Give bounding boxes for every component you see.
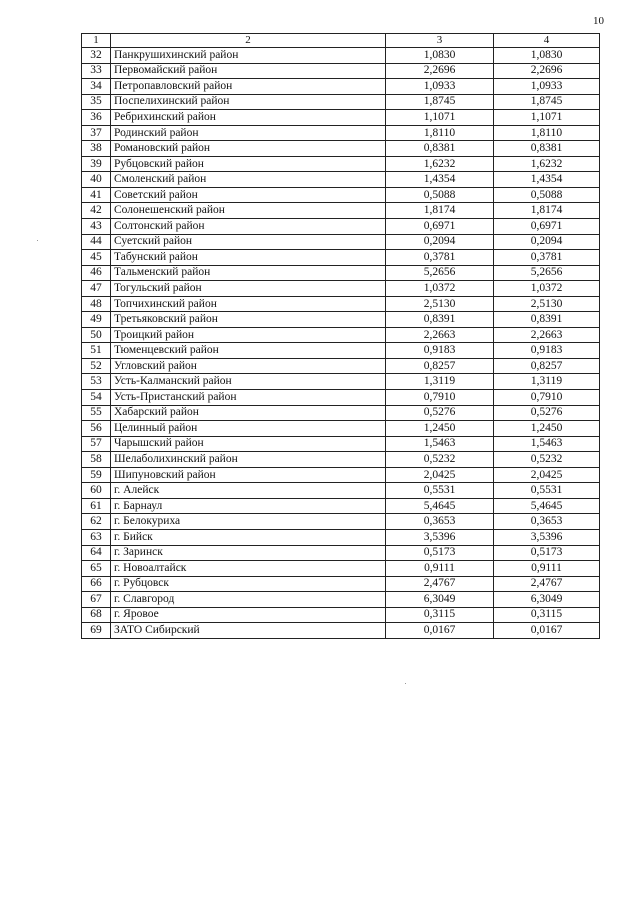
row-value-col3: 0,3653 xyxy=(386,514,494,530)
row-name: Топчихинский район xyxy=(111,296,386,312)
row-value-col4: 0,5531 xyxy=(494,483,600,499)
row-value-col3: 5,4645 xyxy=(386,498,494,514)
row-value-col3: 0,9183 xyxy=(386,343,494,359)
row-name: Суетский район xyxy=(111,234,386,250)
table-row xyxy=(82,48,600,64)
row-value-col3: 5,2656 xyxy=(386,265,494,281)
row-number: 42 xyxy=(82,203,111,219)
row-value-col3: 0,8381 xyxy=(386,141,494,157)
row-value-col4: 1,5463 xyxy=(494,436,600,452)
row-value-col3: 1,4354 xyxy=(386,172,494,188)
row-name: Усть-Калманский район xyxy=(111,374,386,390)
table-row xyxy=(82,156,600,172)
row-value-col3: 1,2450 xyxy=(386,421,494,437)
column-header: 3 xyxy=(386,34,494,48)
table-row xyxy=(82,467,600,483)
row-number: 52 xyxy=(82,358,111,374)
table-row xyxy=(82,250,600,266)
table-row xyxy=(82,374,600,390)
row-value-col4: 0,8391 xyxy=(494,312,600,328)
row-value-col3: 2,4767 xyxy=(386,576,494,592)
row-name: Чарышский район xyxy=(111,436,386,452)
row-value-col4: 0,0167 xyxy=(494,623,600,639)
row-value-col4: 2,2663 xyxy=(494,327,600,343)
row-value-col4: 0,5232 xyxy=(494,452,600,468)
row-value-col3: 0,3781 xyxy=(386,250,494,266)
row-value-col3: 0,2094 xyxy=(386,234,494,250)
row-value-col3: 0,8257 xyxy=(386,358,494,374)
row-value-col3: 2,2696 xyxy=(386,63,494,79)
row-name: Первомайский район xyxy=(111,63,386,79)
row-number: 40 xyxy=(82,172,111,188)
row-value-col3: 2,0425 xyxy=(386,467,494,483)
row-value-col4: 0,3781 xyxy=(494,250,600,266)
row-value-col4: 0,5276 xyxy=(494,405,600,421)
row-number: 43 xyxy=(82,219,111,235)
row-number: 35 xyxy=(82,94,111,110)
table-row xyxy=(82,529,600,545)
row-value-col3: 1,6232 xyxy=(386,156,494,172)
row-name: г. Рубцовск xyxy=(111,576,386,592)
table-row xyxy=(82,358,600,374)
table-row xyxy=(82,172,600,188)
row-value-col4: 1,8745 xyxy=(494,94,600,110)
row-value-col4: 0,5173 xyxy=(494,545,600,561)
column-header: 1 xyxy=(82,34,111,48)
row-number: 49 xyxy=(82,312,111,328)
row-number: 37 xyxy=(82,125,111,141)
row-value-col3: 0,6971 xyxy=(386,219,494,235)
row-number: 61 xyxy=(82,498,111,514)
row-name: Советский район xyxy=(111,187,386,203)
row-name: г. Алейск xyxy=(111,483,386,499)
table-row xyxy=(82,452,600,468)
row-value-col3: 6,3049 xyxy=(386,592,494,608)
row-name: г. Славгород xyxy=(111,592,386,608)
row-value-col4: 1,3119 xyxy=(494,374,600,390)
table-row xyxy=(82,281,600,297)
row-value-col3: 1,3119 xyxy=(386,374,494,390)
scan-speck xyxy=(405,683,406,684)
row-name: Угловский район xyxy=(111,358,386,374)
row-number: 36 xyxy=(82,110,111,126)
table-row xyxy=(82,265,600,281)
row-value-col3: 1,5463 xyxy=(386,436,494,452)
row-number: 58 xyxy=(82,452,111,468)
row-number: 68 xyxy=(82,607,111,623)
row-value-col3: 1,1071 xyxy=(386,110,494,126)
row-name: г. Бийск xyxy=(111,529,386,545)
table-row xyxy=(82,421,600,437)
row-value-col3: 1,0933 xyxy=(386,79,494,95)
table-row xyxy=(82,125,600,141)
row-value-col4: 0,3115 xyxy=(494,607,600,623)
row-name: Ребрихинский район xyxy=(111,110,386,126)
table-row xyxy=(82,592,600,608)
row-value-col4: 1,6232 xyxy=(494,156,600,172)
table-row xyxy=(82,234,600,250)
row-name: Петропавловский район xyxy=(111,79,386,95)
row-value-col3: 2,2663 xyxy=(386,327,494,343)
row-value-col4: 0,8257 xyxy=(494,358,600,374)
row-value-col4: 3,5396 xyxy=(494,529,600,545)
row-number: 47 xyxy=(82,281,111,297)
row-name: Тогульский район xyxy=(111,281,386,297)
table-row xyxy=(82,327,600,343)
row-number: 59 xyxy=(82,467,111,483)
coefficient-table xyxy=(81,33,600,639)
page-number: 10 xyxy=(593,15,604,27)
row-value-col4: 6,3049 xyxy=(494,592,600,608)
row-value-col3: 0,3115 xyxy=(386,607,494,623)
table-row xyxy=(82,561,600,577)
row-value-col4: 0,3653 xyxy=(494,514,600,530)
table-row xyxy=(82,498,600,514)
table-header-row xyxy=(82,34,600,48)
row-value-col3: 1,8110 xyxy=(386,125,494,141)
row-number: 48 xyxy=(82,296,111,312)
row-number: 65 xyxy=(82,561,111,577)
row-value-col3: 1,0372 xyxy=(386,281,494,297)
row-name: г. Барнаул xyxy=(111,498,386,514)
row-value-col3: 0,5232 xyxy=(386,452,494,468)
row-value-col4: 0,5088 xyxy=(494,187,600,203)
table-row xyxy=(82,187,600,203)
row-number: 56 xyxy=(82,421,111,437)
row-value-col3: 2,5130 xyxy=(386,296,494,312)
table-row xyxy=(82,576,600,592)
row-name: г. Яровое xyxy=(111,607,386,623)
row-number: 62 xyxy=(82,514,111,530)
table-row xyxy=(82,390,600,406)
table-row xyxy=(82,79,600,95)
row-value-col4: 1,0933 xyxy=(494,79,600,95)
row-value-col3: 3,5396 xyxy=(386,529,494,545)
row-name: Тальменский район xyxy=(111,265,386,281)
row-value-col3: 0,8391 xyxy=(386,312,494,328)
row-name: Шелаболихинский район xyxy=(111,452,386,468)
table-row xyxy=(82,110,600,126)
row-number: 55 xyxy=(82,405,111,421)
row-value-col4: 0,7910 xyxy=(494,390,600,406)
table-row xyxy=(82,296,600,312)
row-name: Рубцовский район xyxy=(111,156,386,172)
table-row xyxy=(82,623,600,639)
table-row xyxy=(82,312,600,328)
row-number: 66 xyxy=(82,576,111,592)
row-number: 33 xyxy=(82,63,111,79)
row-number: 45 xyxy=(82,250,111,266)
row-number: 53 xyxy=(82,374,111,390)
row-value-col3: 1,8745 xyxy=(386,94,494,110)
table-row xyxy=(82,405,600,421)
row-name: Табунский район xyxy=(111,250,386,266)
row-name: Родинский район xyxy=(111,125,386,141)
row-number: 57 xyxy=(82,436,111,452)
row-value-col3: 0,5531 xyxy=(386,483,494,499)
row-number: 54 xyxy=(82,390,111,406)
row-value-col3: 0,5276 xyxy=(386,405,494,421)
row-value-col4: 0,8381 xyxy=(494,141,600,157)
column-header: 2 xyxy=(111,34,386,48)
table-row xyxy=(82,514,600,530)
row-name: Тюменцевский район xyxy=(111,343,386,359)
row-value-col4: 0,2094 xyxy=(494,234,600,250)
row-number: 67 xyxy=(82,592,111,608)
table-row xyxy=(82,607,600,623)
table-row xyxy=(82,483,600,499)
row-name: г. Новоалтайск xyxy=(111,561,386,577)
row-value-col4: 0,9111 xyxy=(494,561,600,577)
row-name: Шипуновский район xyxy=(111,467,386,483)
row-name: Хабарский район xyxy=(111,405,386,421)
row-number: 50 xyxy=(82,327,111,343)
scan-speck xyxy=(37,240,38,241)
row-value-col4: 1,8174 xyxy=(494,203,600,219)
row-value-col4: 1,0372 xyxy=(494,281,600,297)
row-name: Третьяковский район xyxy=(111,312,386,328)
row-number: 60 xyxy=(82,483,111,499)
row-number: 51 xyxy=(82,343,111,359)
table-row xyxy=(82,203,600,219)
row-number: 69 xyxy=(82,623,111,639)
row-number: 32 xyxy=(82,48,111,64)
row-value-col4: 1,8110 xyxy=(494,125,600,141)
table-row xyxy=(82,545,600,561)
row-number: 63 xyxy=(82,529,111,545)
row-value-col4: 1,2450 xyxy=(494,421,600,437)
row-name: Панкрушихинский район xyxy=(111,48,386,64)
row-name: ЗАТО Сибирский xyxy=(111,623,386,639)
table-row xyxy=(82,63,600,79)
row-name: Троицкий район xyxy=(111,327,386,343)
row-value-col3: 0,5088 xyxy=(386,187,494,203)
row-value-col4: 2,2696 xyxy=(494,63,600,79)
row-name: Целинный район xyxy=(111,421,386,437)
row-value-col3: 0,0167 xyxy=(386,623,494,639)
row-name: Поспелихинский район xyxy=(111,94,386,110)
row-number: 64 xyxy=(82,545,111,561)
row-number: 38 xyxy=(82,141,111,157)
row-value-col3: 1,0830 xyxy=(386,48,494,64)
row-name: г. Заринск xyxy=(111,545,386,561)
row-value-col4: 2,4767 xyxy=(494,576,600,592)
row-number: 44 xyxy=(82,234,111,250)
table-row xyxy=(82,343,600,359)
row-value-col3: 0,5173 xyxy=(386,545,494,561)
row-value-col4: 1,0830 xyxy=(494,48,600,64)
row-name: Смоленский район xyxy=(111,172,386,188)
row-value-col4: 1,4354 xyxy=(494,172,600,188)
row-value-col3: 1,8174 xyxy=(386,203,494,219)
row-number: 41 xyxy=(82,187,111,203)
row-value-col3: 0,9111 xyxy=(386,561,494,577)
row-number: 46 xyxy=(82,265,111,281)
row-number: 34 xyxy=(82,79,111,95)
table-row xyxy=(82,141,600,157)
row-number: 39 xyxy=(82,156,111,172)
row-value-col4: 0,6971 xyxy=(494,219,600,235)
row-name: Солтонский район xyxy=(111,219,386,235)
row-name: Романовский район xyxy=(111,141,386,157)
row-value-col4: 0,9183 xyxy=(494,343,600,359)
row-value-col4: 1,1071 xyxy=(494,110,600,126)
row-value-col4: 2,5130 xyxy=(494,296,600,312)
row-name: Усть-Пристанский район xyxy=(111,390,386,406)
row-value-col4: 5,4645 xyxy=(494,498,600,514)
row-value-col4: 2,0425 xyxy=(494,467,600,483)
row-name: Солонешенский район xyxy=(111,203,386,219)
column-header: 4 xyxy=(494,34,600,48)
row-value-col4: 5,2656 xyxy=(494,265,600,281)
row-value-col3: 0,7910 xyxy=(386,390,494,406)
table-row xyxy=(82,219,600,235)
row-name: г. Белокуриха xyxy=(111,514,386,530)
table-row xyxy=(82,436,600,452)
table-row xyxy=(82,94,600,110)
